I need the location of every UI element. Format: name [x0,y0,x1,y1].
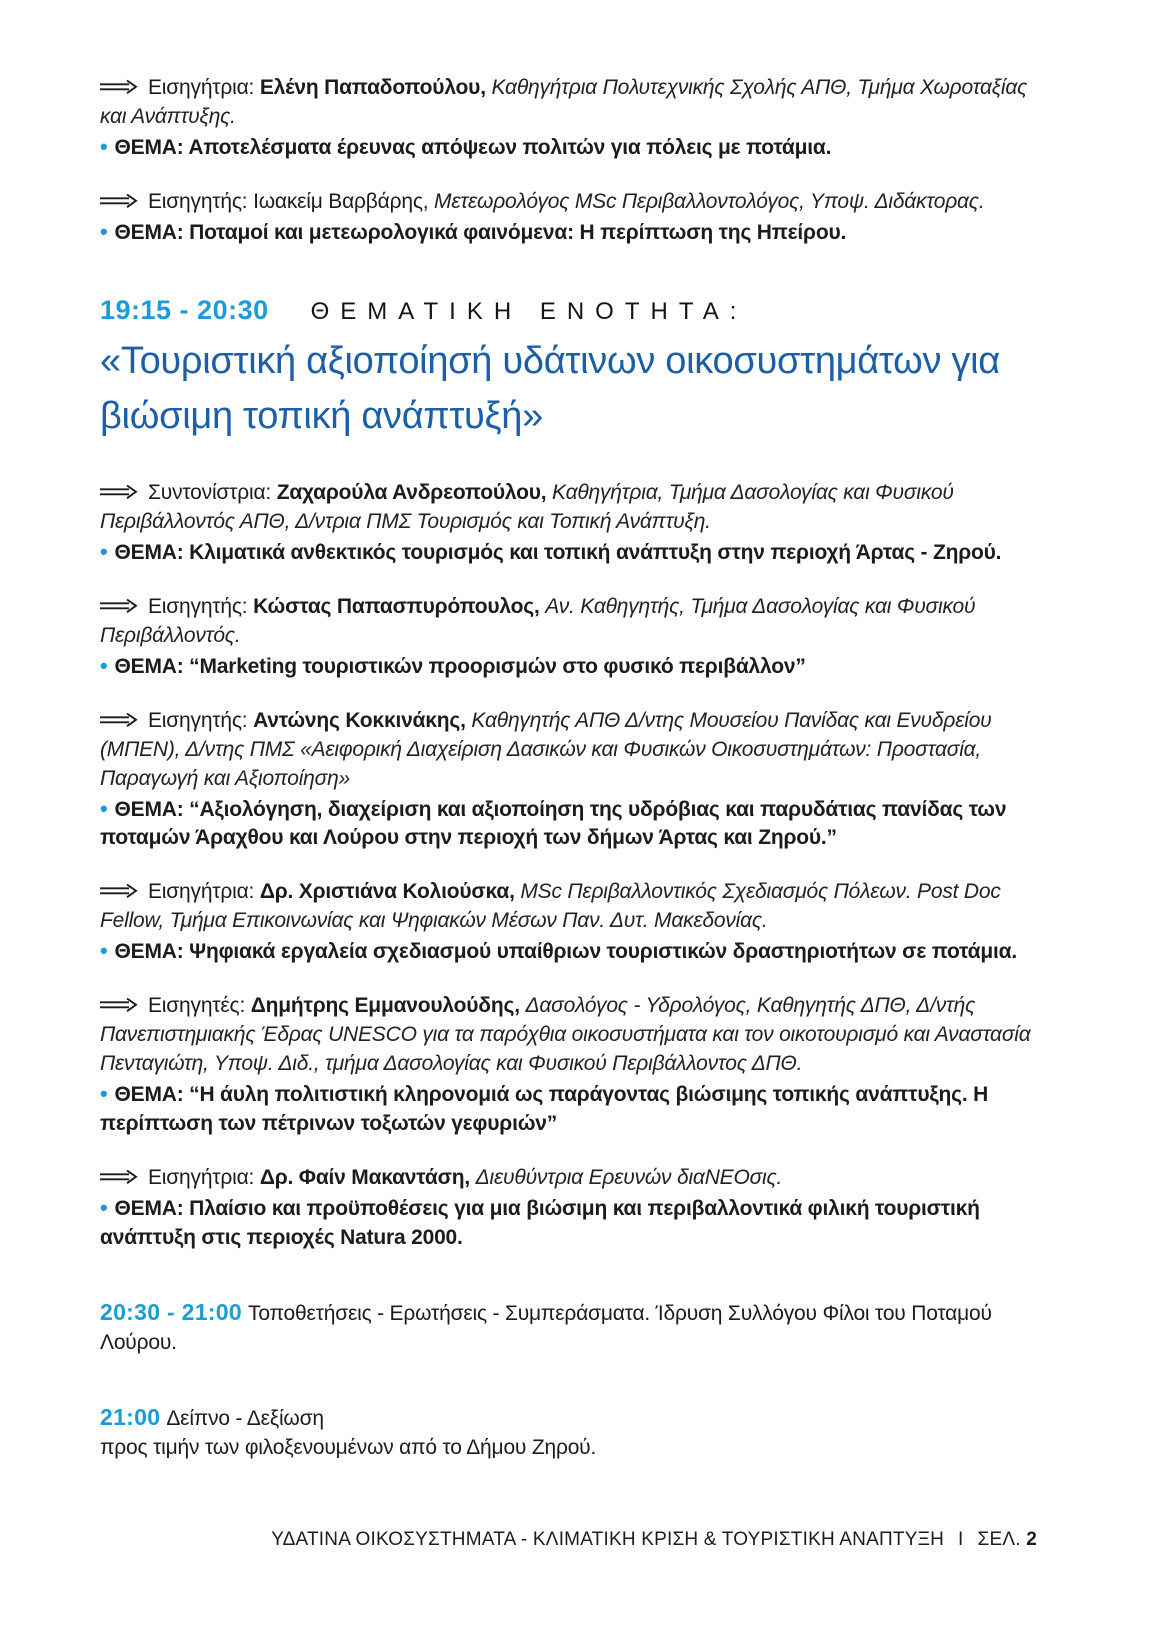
session-kicker: ΘΕΜΑΤΙΚΗ ΕΝΟΤΗΤΑ: [310,297,748,325]
closing-block [100,1402,1039,1463]
session-header [100,295,1039,326]
speaker-intro [100,188,1039,217]
speaker-name: Ιωακείμ Βαρβάρης [253,189,423,213]
page-footer [271,1529,1037,1551]
double-arrow-icon [100,879,139,908]
theme-text: Κλιματικά ανθεκτικός τουρισμός και τοπική ανάπτυξη στην περιοχή Άρτας - Ζηρού. [189,540,1002,564]
comma: , [464,1166,471,1190]
closing-line [100,1402,1039,1434]
theme-line [100,132,1039,163]
speaker-role: Εισηγητής: [148,594,248,618]
footer-page-number: 2 [1026,1529,1037,1550]
theme-line [100,651,1039,682]
speaker-intro [100,992,1039,1079]
theme-line [100,936,1039,967]
double-arrow-icon [100,480,139,509]
comma: , [534,594,540,618]
theme-text: Πλαίσιο και προϋποθέσεις για μια βιώσιμη και περιβαλλοντικά φιλική τουριστική ανάπτυξη στις περιοχές Natura 2000. [100,1197,980,1250]
closing-time: 21:00 [100,1404,161,1431]
theme-label: ΘΕΜΑ: [114,654,184,678]
closing-block [100,1297,1039,1358]
speaker-name: Αντώνης Κοκκινάκης [253,708,461,732]
speaker-block [100,1164,1039,1253]
speaker-affiliation: Δασολόγος - Υδρολόγος, Καθηγητής ΔΠΘ, Δ/ντής Πανεπιστημιακής Έδρας UNESCO για τα παρόχθια οικοσυστήματα και τον οικοτουρισμό και Αναστασία Πενταγιώτη, Υποψ. Διδ., τμήμα Δασολογίας και Φυσικού Περιβάλλοντος ΔΠΘ. [100,994,1031,1076]
bullet-icon: • [100,133,108,159]
comma: , [460,708,466,732]
speaker-intro [100,878,1039,936]
speaker-role: Εισηγητής: [148,189,248,213]
double-arrow-icon [100,708,139,737]
theme-line [100,537,1039,568]
theme-line [100,217,1039,248]
double-arrow-icon [100,594,139,623]
theme-text: Ψηφιακά εργαλεία σχεδιασμού υπαίθριων τουριστικών δραστηριοτήτων σε ποτάμια. [189,940,1018,964]
footer-separator: Ι [958,1529,964,1550]
theme-label: ΘΕΜΑ: [114,540,184,564]
speaker-name: Ζαχαρούλα Ανδρεοπούλου [276,480,541,504]
speaker-block [100,593,1039,682]
theme-line [100,794,1039,854]
footer-page-label: ΣΕΛ. [977,1529,1021,1550]
closing-text: Δείπνο - Δεξίωση [166,1407,324,1431]
footer-title: ΥΔΑΤΙΝΑ ΟΙΚΟΣΥΣΤΗΜΑΤΑ - ΚΛΙΜΑΤΙΚΗ ΚΡΙΣΗ & ΤΟΥΡΙΣΤΙΚΗ ΑΝΑΠΤΥΞΗ [271,1529,945,1550]
speaker-intro [100,593,1039,651]
theme-label: ΘΕΜΑ: [114,1083,184,1107]
speaker-role: Εισηγήτρια: [148,880,255,904]
speaker-affiliation: Καθηγήτρια Πολυτεχνικής Σχολής ΑΠΘ, Τμήμα Χωροταξίας και Ανάπτυξης. [100,76,1028,128]
speaker-block [100,878,1039,967]
comma: , [480,76,486,99]
double-arrow-icon [100,75,139,104]
speaker-affiliation: MSc Περιβαλλοντικός Σχεδιασμός Πόλεων. Post Doc Fellow, Τμήμα Επικοινωνίας και Ψηφιακών Μέσων Παν. Δυτ. Μακεδονίας. [100,880,1001,933]
speaker-role: Εισηγήτρια: [148,1166,255,1190]
speaker-block [100,479,1039,568]
theme-text: Αποτελέσματα έρευνας απόψεων πολιτών για πόλεις με ποτάμια. [188,135,832,159]
bullet-icon: • [100,938,108,964]
speaker-affiliation: Μετεωρολόγος MSc Περιβαλλοντολόγος, Υποψ. Διδάκτορας. [434,189,985,213]
speaker-name: Δημήτρης Εμμανουλούδης [250,994,515,1018]
speaker-affiliation: Καθηγητής ΑΠΘ Δ/ντης Μουσείου Πανίδας και Ενυδρείου (ΜΠΕΝ), Δ/ντης ΠΜΣ «Αειφορική Διαχείριση Δασικών και Φυσικών Οικοσυστημάτων: Προστασία, Παραγωγή και Αξιοποίηση» [100,708,992,790]
speaker-block [100,74,1039,163]
speaker-affiliation: Καθηγήτρια, Τμήμα Δασολογίας και Φυσικού Περιβάλλοντός ΑΠΘ, Δ/ντρια ΠΜΣ Τουρισμός και Τοπική Ανάπτυξη. [100,480,954,533]
speaker-affiliation: Διευθύντρια Ερευνών διαΝΕΟσις. [475,1166,783,1190]
speaker-block [100,188,1039,248]
theme-label: ΘΕΜΑ: [114,940,184,964]
comma: , [422,189,429,213]
bullet-icon: • [100,1195,108,1221]
theme-label: ΘΕΜΑ: [114,220,184,244]
comma: , [514,994,520,1018]
theme-line [100,1193,1039,1253]
theme-text: Ποταμοί και μετεωρολογικά φαινόμενα: Η περίπτωση της Ηπείρου. [189,220,847,244]
speaker-intro [100,707,1039,794]
bullet-icon: • [100,795,108,821]
theme-label: ΘΕΜΑ: [114,797,184,821]
speaker-name: Δρ. Φαίν Μακαντάση [259,1166,465,1190]
closing-subtext: προς τιμήν των φιλοξενουμένων από το Δήμου Ζηρού. [100,1436,597,1459]
speaker-intro [100,479,1039,537]
speaker-role: Συντονίστρια: [148,480,272,504]
speaker-name: Ελένη Παπαδοπούλου [259,76,481,99]
theme-line [100,1079,1039,1139]
bullet-icon: • [100,652,108,678]
bullet-icon: • [100,538,108,564]
theme-text: “Αξιολόγηση, διαχείριση και αξιοποίηση της υδρόβιας και παρυδάτιας πανίδας των ποταμών Άραχθου και Λούρου στην περιοχή των δήμων Άρτας και Ζηρού.” [100,797,1007,850]
speaker-role: Εισηγήτρια: [148,76,255,99]
speaker-intro [100,1164,1039,1193]
closing-time: 20:30 - 21:00 [100,1299,242,1326]
double-arrow-icon [100,993,139,1022]
theme-label: ΘΕΜΑ: [114,135,184,159]
speaker-intro [100,74,1039,132]
speaker-block [100,707,1039,854]
theme-text: “Marketing τουριστικών προορισμών στο φυσικό περιβάλλον” [189,654,806,678]
speaker-block [100,992,1039,1139]
speaker-role: Εισηγητές: [148,994,246,1018]
comma: , [509,880,515,904]
double-arrow-icon [100,1165,139,1194]
speaker-name: Κώστας Παπασπυρόπουλος [253,594,534,618]
speaker-affiliation: Αν. Καθηγητής, Τμήμα Δασολογίας και Φυσικού Περιβάλλοντός. [100,594,976,647]
speaker-name: Δρ. Χριστιάνα Κολιούσκα [259,880,510,904]
bullet-icon: • [100,218,108,244]
session-title: «Τουριστική αξιοποίησή υδάτινων οικοσυστημάτων για βιώσιμη τοπική ανάπτυξή» [100,339,1000,438]
theme-text: “Η άυλη πολιτιστική κληρονομιά ως παράγοντας βιώσιμης τοπικής ανάπτυξης. Η περίπτωση των πέτρινων τοξωτών γεφυριών” [100,1083,989,1136]
session-time: 19:15 - 20:30 [100,294,269,325]
speaker-role: Εισηγητής: [148,708,248,732]
bullet-icon: • [100,1081,108,1107]
theme-label: ΘΕΜΑ: [114,1197,184,1221]
comma: , [540,480,547,504]
double-arrow-icon [100,189,139,218]
closing-line [100,1297,1039,1358]
closing-text: Τοποθετήσεις - Ερωτήσεις - Συμπεράσματα. Ίδρυση Συλλόγου Φίλοι του Ποταμού Λούρου. [100,1302,992,1355]
